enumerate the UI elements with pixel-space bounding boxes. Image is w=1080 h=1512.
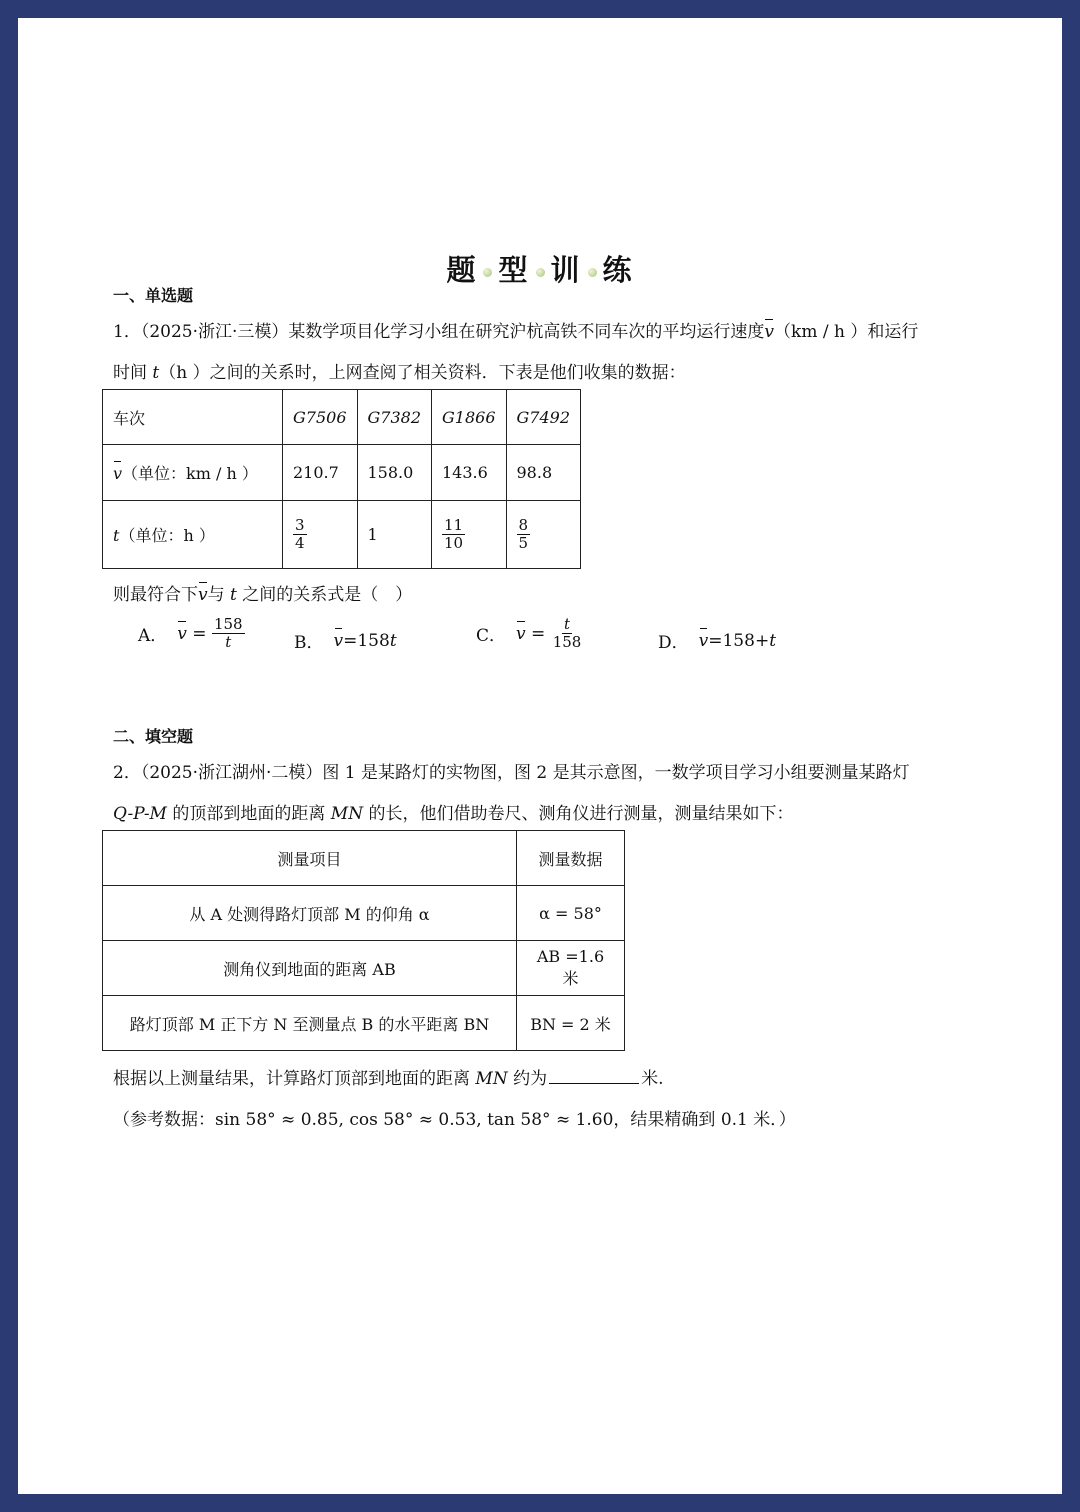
q1-unit: （km / h ）和运行 (774, 322, 919, 342)
option-expression: =158 (343, 630, 390, 651)
option-b[interactable] (294, 628, 397, 653)
answer-blank[interactable] (549, 1067, 639, 1084)
v-bar-symbol: v (198, 585, 208, 605)
segment-label: MN (330, 804, 364, 824)
table-cell: α = 58° (517, 886, 625, 941)
fraction: $\frac{11}{10}$ (444, 515, 464, 552)
table-cell: G7506 (283, 390, 358, 445)
fraction: $\frac{t}{158}$ (552, 615, 582, 652)
fraction: $\frac{158}{t}$ (213, 615, 243, 652)
q2-text: 的顶部到地面的距离 (172, 804, 326, 824)
segment-label: MN (475, 1069, 508, 1089)
option-label: C． (476, 626, 507, 647)
q2-text: 图 1 是某路灯的实物图，图 2 是其示意图，一数学项目学习小组要测量某路灯 (322, 763, 910, 783)
t-symbol: t (230, 585, 237, 605)
v-bar-symbol: v (333, 630, 344, 651)
table-cell (432, 501, 507, 569)
title-dot (536, 268, 545, 277)
q2-question (113, 1064, 664, 1089)
fraction: $\frac{3}{4}$ (295, 515, 305, 552)
q1-text: 时间 (113, 363, 147, 383)
option-c[interactable]: C． v = $\frac{t}{158}$ (476, 615, 582, 652)
option-label: A． (138, 626, 168, 647)
q1-text: 则最符合下 (113, 585, 198, 605)
q2-number: 2． (113, 763, 141, 783)
table-cell: 143.6 (432, 445, 507, 501)
table-cell (283, 501, 358, 569)
title-dot (483, 268, 492, 277)
table-cell: 98.8 (506, 445, 581, 501)
q1-text: 之间的关系式是（ ） (242, 585, 413, 605)
table-cell: G7382 (357, 390, 432, 445)
table-row (103, 886, 625, 941)
table-cell (103, 445, 283, 501)
option-d[interactable] (658, 628, 776, 653)
table-row (103, 501, 581, 569)
t-symbol: t (389, 630, 397, 651)
q2-source: （2025·浙江湖州·二模） (140, 763, 323, 783)
table-header-cell: 测量数据 (517, 831, 625, 886)
v-bar-symbol: v (764, 322, 775, 342)
q1-line-2 (113, 358, 686, 383)
table-cell (103, 501, 283, 569)
q2-line-1 (113, 758, 910, 783)
table-row (103, 996, 625, 1051)
title-char: 型 (498, 253, 530, 287)
q2-text: 米. (641, 1069, 664, 1089)
option-expression: =158+ (708, 630, 770, 651)
table-cell: 从 A 处测得路灯顶部 M 的仰角 α (103, 886, 517, 941)
q1-text: （h ）之间的关系时，上网查阅了相关资料．下表是他们收集的数据： (159, 363, 686, 383)
table-cell: 测角仪到地面的距离 AB (103, 941, 517, 996)
q1-question (113, 580, 412, 605)
table-cell: 路灯顶部 M 正下方 N 至测量点 B 的水平距离 BN (103, 996, 517, 1051)
v-bar-symbol: v (516, 623, 526, 644)
q2-reference-data: （参考数据：sin 58° ≈ 0.85, cos 58° ≈ 0.53, tan 58° ≈ 1.60，结果精确到 0.1 米．） (113, 1110, 796, 1130)
q2-text: 约为 (513, 1069, 548, 1089)
cell-label: （单位：km / h ） (122, 464, 258, 483)
t-symbol: t (769, 630, 777, 651)
table-cell: 158.0 (357, 445, 432, 501)
q1-number: 1． (113, 322, 141, 342)
q1-source: （2025·浙江·三模） (140, 322, 289, 342)
table-cell: BN = 2 米 (517, 996, 625, 1051)
q1-text: 与 (207, 585, 225, 605)
option-a[interactable]: A． v = $\frac{158}{t}$ (138, 615, 243, 652)
t-symbol: t (152, 363, 160, 383)
table-row (103, 445, 581, 501)
table-cell: G1866 (432, 390, 507, 445)
v-bar-symbol: v (177, 623, 187, 644)
table-cell: G7492 (506, 390, 581, 445)
table-cell (506, 501, 581, 569)
v-bar-symbol: v (113, 464, 123, 483)
table-row (103, 831, 625, 886)
q2-line-2 (113, 799, 793, 824)
option-label: B． (294, 633, 324, 653)
table-cell: 1 (357, 501, 432, 569)
title-dot (588, 268, 597, 277)
t-symbol: t (113, 526, 120, 545)
table-cell: AB =1.6 米 (517, 941, 625, 996)
q2-text: 根据以上测量结果，计算路灯顶部到地面的距离 (113, 1069, 470, 1089)
title-char: 练 (602, 253, 634, 287)
title-char: 训 (550, 253, 582, 287)
table-row (103, 941, 625, 996)
table-cell: 车次 (103, 390, 283, 445)
cell-label: （单位：h ） (119, 526, 215, 545)
title-char: 题 (446, 253, 478, 287)
q1-text: 某数学项目化学习小组在研究沪杭高铁不同车次的平均运行速度 (288, 322, 765, 342)
table-header-cell: 测量项目 (103, 831, 517, 886)
fraction: $\frac{8}{5}$ (518, 515, 529, 552)
measurement-table (102, 830, 625, 1051)
option-label: D． (658, 633, 689, 653)
worksheet-page (18, 18, 1062, 1494)
table-cell: 210.7 (283, 445, 358, 501)
train-data-table (102, 389, 581, 569)
q2-text: 的长，他们借助卷尺、测角仪进行测量，测量结果如下： (368, 804, 794, 824)
section-heading-fill-blank: 二、填空题 (113, 727, 194, 746)
q1-line-1 (113, 317, 918, 342)
lamp-label: Q-P-M (113, 804, 167, 824)
section-heading-single-choice: 一、单选题 (113, 286, 194, 305)
v-bar-symbol: v (698, 630, 709, 651)
table-row (103, 390, 581, 445)
